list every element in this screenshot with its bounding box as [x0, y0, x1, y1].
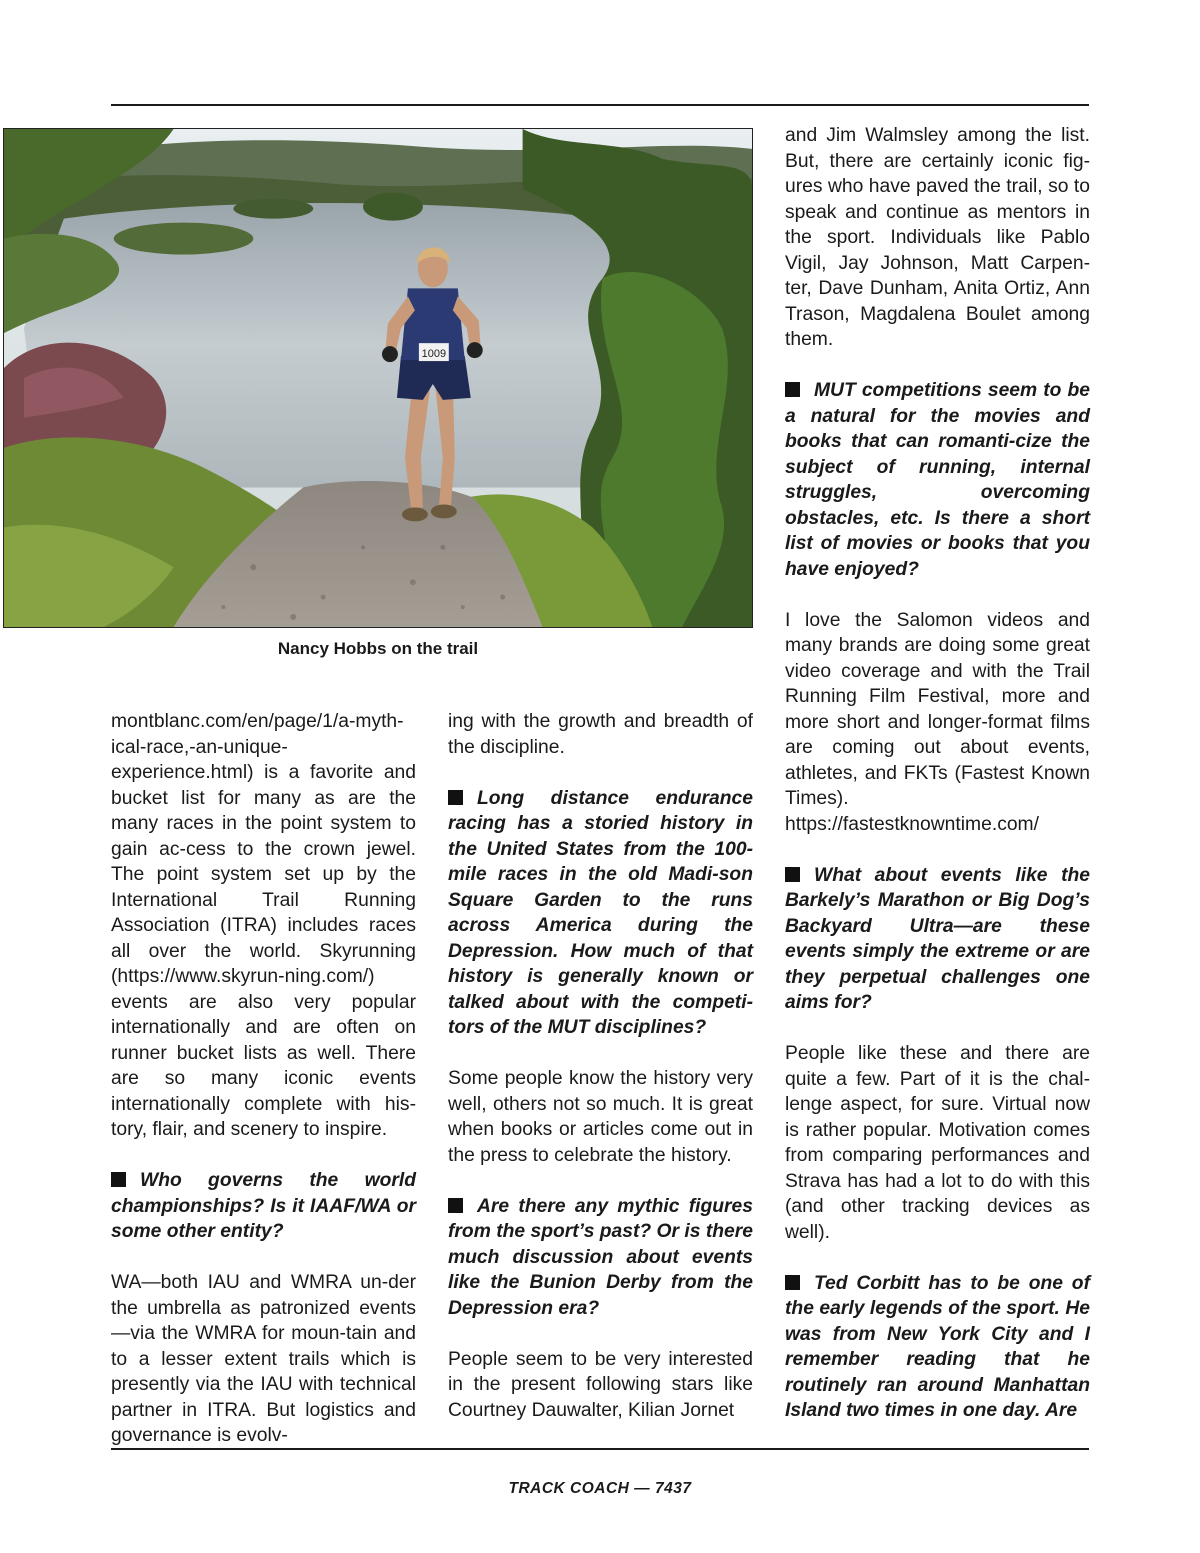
paragraph: and Jim Walmsley among the list. But, there are certainly iconic fig-ures who have paved the trail, so to speak and continue as mentors in the sport. Individuals like Pablo Vigil, Jay Johnson, Matt Carpen-ter, Dave Dunham, Anita Ortiz, Ann Trason, Magdalena Boulet among them. [785, 125, 1090, 350]
square-bullet-icon [111, 1172, 126, 1187]
question-text: Ted Corbitt has to be one of the early legends of the sport. He was from New York City and I remember reading that he routinely ran around Manhattan Island two times in one day. Are [785, 1272, 1090, 1421]
question-text: Who governs the world championships? Is it IAAF/WA or some other entity? [111, 1170, 416, 1242]
question-text: Are there any mythic figures from the sport’s past? Or is there much discussion about events like the Bunion Derby from the Depression era? [448, 1195, 753, 1319]
square-bullet-icon [448, 790, 463, 805]
square-bullet-icon [448, 1198, 463, 1213]
column-middle [448, 709, 753, 1423]
question [785, 1271, 1090, 1424]
question [448, 1194, 753, 1322]
question-text: What about events like the Barkely’s Marathon or Big Dog’s Backyard Ultra—are these events simply the extreme or are they perpetual challenges one aims for? [785, 864, 1090, 1013]
trail-runner-image [4, 129, 752, 627]
question [785, 378, 1090, 582]
bottom-rule [111, 1448, 1089, 1450]
paragraph: Some people know the history very well, others not so much. It is great when books or articles come out in the press to celebrate the history. [448, 1068, 753, 1166]
question-text: MUT competitions seem to be a natural for the movies and books that can romanti-cize the subject of running, internal struggles, overcoming obstacles, etc. Is there a short list of movies or books that you have enjoyed? [785, 380, 1090, 580]
runner-photo [3, 128, 753, 628]
bib-number: 1009 [421, 348, 447, 361]
question-text: Long distance endurance racing has a storied history in the United States from the 100-mile races in the old Madi-son Square Garden to the runs across America during the Depression. How much of that history is generally known or talked about with the competi-tors of the MUT disciplines? [448, 787, 753, 1038]
square-bullet-icon [785, 382, 800, 397]
question [448, 786, 753, 1041]
paragraph: ing with the growth and breadth of the discipline. [448, 711, 753, 758]
paragraph: People like these and there are quite a few. Part of it is the chal-lenge aspect, for sure. Virtual now is rather popular. Motivation comes from comparing performances and Strava has had a lot to do with this (and other tracking devices as well). [785, 1043, 1090, 1243]
page-footer: TRACK COACH — 7437 [508, 1480, 692, 1497]
column-right [785, 123, 1090, 1424]
top-rule [111, 104, 1089, 106]
square-bullet-icon [785, 1275, 800, 1290]
paragraph: WA—both IAU and WMRA un-der the umbrella as patronized events—via the WMRA for moun-tain and to a lesser extent trails which is presently via the IAU with technical partner in ITRA. But logistics and governance is evolv- [111, 1272, 416, 1446]
question [111, 1168, 416, 1245]
paragraph: People seem to be very interested in the present following stars like Courtney Dauwalter, Kilian Jornet [448, 1348, 753, 1421]
paragraph: montblanc.com/en/page/1/a-myth-ical-race,-an-unique-experience.html) is a favorite and bucket list for many as are the many races in the point system to gain ac-cess to the crown jewel. The point system set up by the International Trail Running Association (ITRA) includes races all over the world. Skyrunning (https://www.skyrun-ning.com/) events are also very popular internationally and are often on runner bucket lists as well. There are so many iconic events internationally complete with his-tory, flair, and scenery to inspire. [111, 711, 416, 1140]
paragraph: I love the Salomon videos and many brands are doing some great video coverage and with the Trail Running Film Festival, more and more short and longer-format films are coming out about events, athletes, and FKTs (Fastest Known Times). https://fastestknowntime.com/ [785, 609, 1090, 835]
question [785, 863, 1090, 1016]
square-bullet-icon [785, 867, 800, 882]
column-left [111, 709, 416, 1449]
photo-caption: Nancy Hobbs on the trail [277, 639, 479, 658]
